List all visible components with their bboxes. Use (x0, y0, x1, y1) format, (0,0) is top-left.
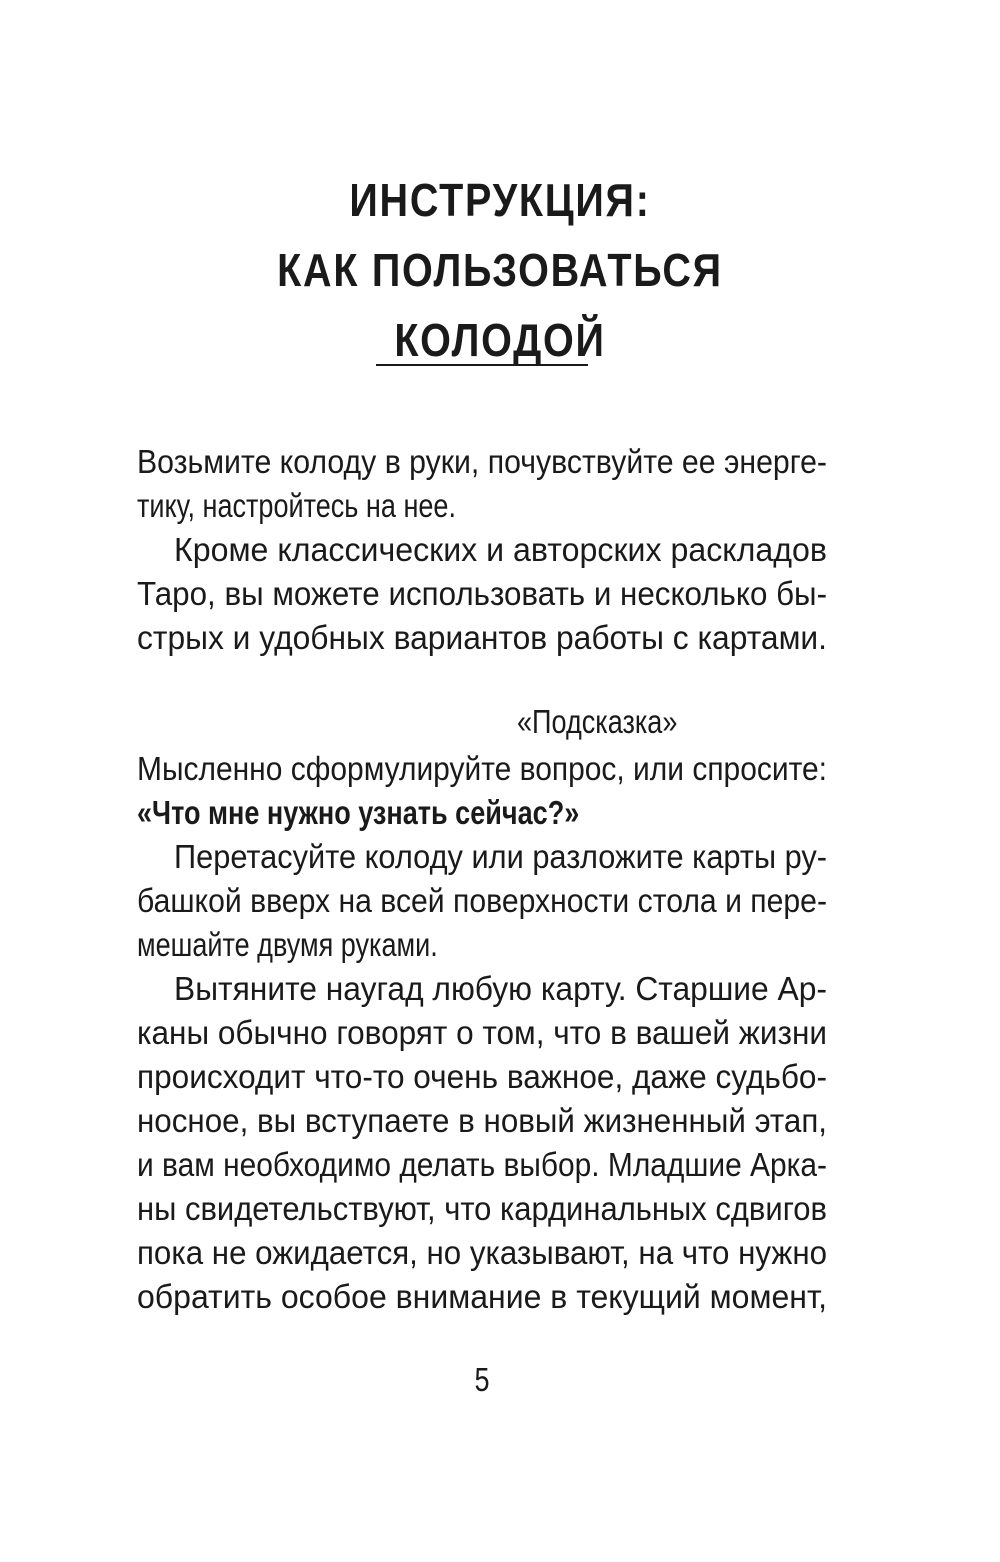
title-underline (376, 364, 588, 366)
body-line: пока не ожидается, но указывают, на что нужно (137, 1234, 827, 1271)
body-line: тику, настройтесь на нее. (137, 487, 457, 524)
section-lead-line: Мысленно сформулируйте вопрос, или спросите: (137, 750, 827, 787)
page-title (70, 165, 930, 375)
section-heading: «Подсказка» (516, 703, 677, 740)
body-line: Возьмите колоду в руки, почувствуйте ее энерге- (137, 443, 827, 480)
section-question: «Что мне нужно узнать сейчас?» (137, 794, 580, 831)
body-line: носное, вы вступаете в новый жизненный этап, (137, 1102, 827, 1139)
body-line: происходит что-то очень важное, даже судьбо- (137, 1058, 827, 1095)
body-line: мешайте двумя руками. (137, 926, 438, 963)
body-line: ны свидетельствуют, что кардинальных сдвигов (137, 1190, 827, 1227)
title-line-3: КОЛОДОЙ (394, 314, 606, 366)
body-line: Перетасуйте колоду или разложите карты ру- (174, 838, 827, 875)
body-line: каны обычно говорят о том, что в вашей жизни (137, 1014, 827, 1051)
title-line-2: КАК ПОЛЬЗОВАТЬСЯ (277, 244, 723, 296)
body-line: Вытяните наугад любую карту. Старшие Ар- (174, 970, 827, 1007)
body-line: обратить особое внимание в текущий момент, (137, 1278, 827, 1315)
body-line: стрых и удобных вариантов работы с картами. (137, 619, 827, 656)
body-line: Кроме классических и авторских раскладов (174, 531, 827, 568)
body-line: и вам необходимо делать выбор. Младшие Арка- (137, 1146, 827, 1183)
body-line: Таро, вы можете использовать и несколько бы- (137, 575, 827, 612)
body-line: башкой вверх на всей поверхности стола и пере- (137, 882, 827, 919)
title-line-1: ИНСТРУКЦИЯ: (349, 174, 651, 226)
page-number: 5 (474, 1361, 490, 1398)
